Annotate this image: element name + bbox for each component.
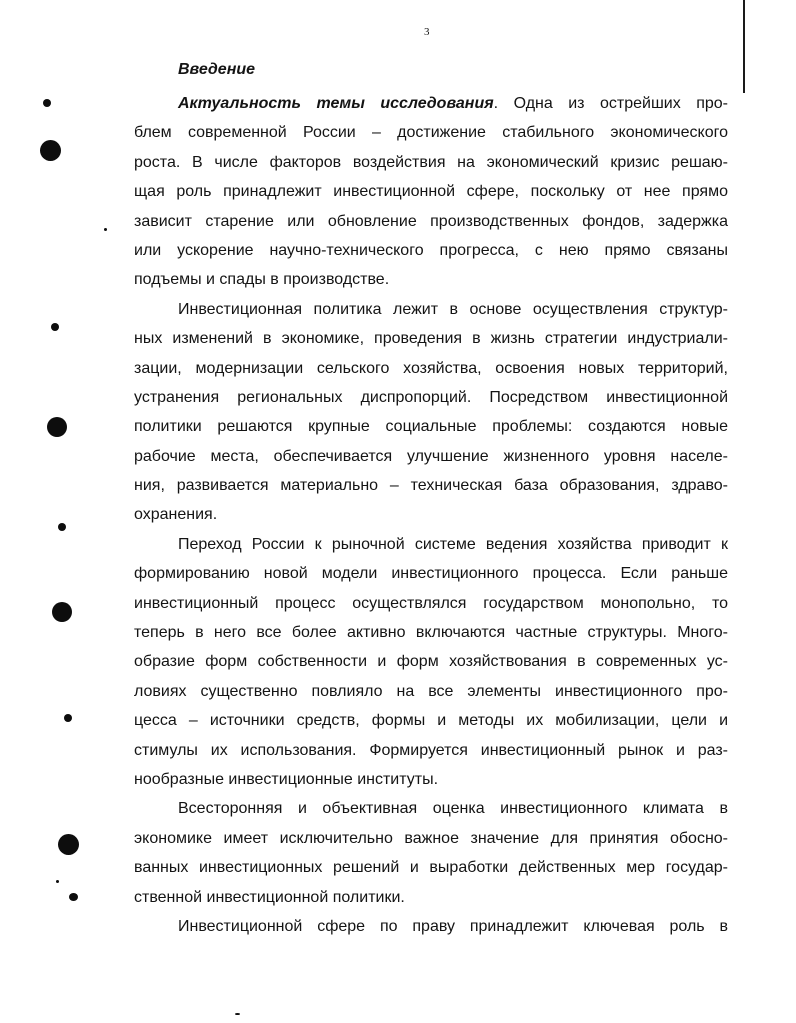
section-heading: Введение xyxy=(178,61,256,78)
paragraph-line: экономике имеет исключительно важное значение для принятия обосно- xyxy=(134,829,728,847)
punch-hole-mark xyxy=(69,893,78,901)
paragraph-line xyxy=(134,89,728,118)
paragraph-line: щая роль принадлежит инвестиционной сфере, поскольку от нее прямо xyxy=(134,183,728,201)
scan-edge-line xyxy=(743,0,745,93)
paragraph-line: охранения. xyxy=(134,506,218,524)
paragraph-line: инвестиционный процесс осуществлялся государством монопольно, то xyxy=(134,594,728,612)
paragraph-line: стимулы их использования. Формируется инвестиционный рынок и раз- xyxy=(134,741,728,759)
punch-hole-mark xyxy=(64,714,72,722)
punch-hole-mark xyxy=(104,228,107,231)
paragraph-line: Всесторонняя и объективная оценка инвестиционного климата в xyxy=(178,800,728,818)
punch-hole-mark xyxy=(235,1013,240,1015)
paragraph-line: теперь в него все более активно включаются частные структуры. Много- xyxy=(134,624,728,642)
paragraph-line: ния, развивается материально – техническая база образования, здраво- xyxy=(134,477,728,495)
lead-title: Актуальность темы исследования xyxy=(178,95,494,112)
paragraph-line: политики решаются крупные социальные проблемы: создаются новые xyxy=(134,418,728,436)
paragraph-line: ственной инвестиционной политики. xyxy=(134,888,405,906)
paragraph-line: образие форм собственности и форм хозяйствования в современных ус- xyxy=(134,653,728,671)
punch-hole-mark xyxy=(43,99,51,107)
paragraph-line: рабочие места, обеспечивается улучшение жизненного уровня населе- xyxy=(134,447,728,465)
punch-hole-mark xyxy=(56,880,59,883)
paragraph-line: роста. В числе факторов воздействия на экономический кризис решаю- xyxy=(134,153,728,171)
punch-hole-mark xyxy=(58,523,66,531)
paragraph-line: нообразные инвестиционные институты. xyxy=(134,770,439,788)
body-text xyxy=(134,89,728,941)
punch-hole-mark xyxy=(40,140,61,161)
punch-hole-mark xyxy=(51,323,59,331)
paragraph-line: или ускорение научно-технического прогресса, с нею прямо связаны xyxy=(134,241,728,259)
lead-line-rest: . Одна из острейших про- xyxy=(493,95,729,112)
paragraph-line: ловиях существенно повлияло на все элементы инвестиционного про- xyxy=(134,682,728,700)
paragraph-line: зации, модернизации сельского хозяйства, освоения новых территорий, xyxy=(134,359,728,377)
paragraph-line: Переход России к рыночной системе ведения хозяйства приводит к xyxy=(178,535,728,553)
paragraph-line: ванных инвестиционных решений и выработки действенных мер государ- xyxy=(134,859,728,877)
paragraph-line: устранения региональных диспропорций. Посредством инвестиционной xyxy=(134,388,728,406)
paragraph-line: формированию новой модели инвестиционного процесса. Если раньше xyxy=(134,565,728,583)
paragraph-line: ных изменений в экономике, проведения в жизнь стратегии индустриали- xyxy=(134,330,728,348)
paragraph-line: зависит старение или обновление производственных фондов, задержка xyxy=(134,212,728,230)
paragraph-line: цесса – источники средств, формы и методы их мобилизации, цели и xyxy=(134,712,728,730)
page-number: 3 xyxy=(424,26,430,38)
paragraph-line: блем современной России – достижение стабильного экономического xyxy=(134,124,728,142)
punch-hole-mark xyxy=(52,602,72,622)
punch-hole-mark xyxy=(58,834,79,855)
paragraph-line: Инвестиционная политика лежит в основе осуществления структур- xyxy=(178,300,728,318)
paragraph-line: Инвестиционной сфере по праву принадлежит ключевая роль в xyxy=(178,917,728,935)
punch-hole-mark xyxy=(47,417,67,437)
paragraph-line: подъемы и спады в производстве. xyxy=(134,271,390,289)
